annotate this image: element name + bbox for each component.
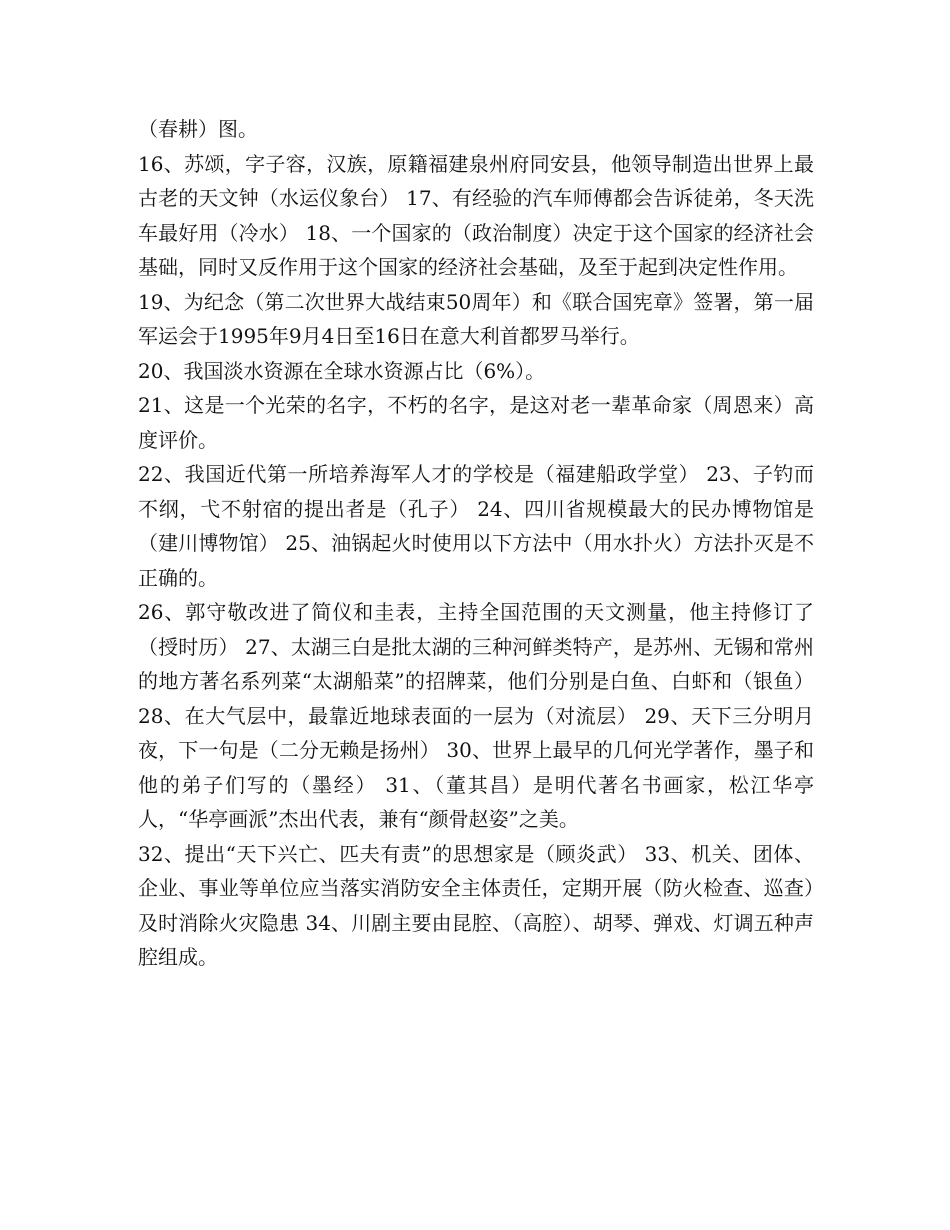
paragraph-questions-16-18: 16、苏颂，字子容，汉族，原籍福建泉州府同安县，他领导制造出世界上最古老的天文钟（水运仪象台） 17、有经验的汽车师傅都会告诉徒弟，冬天洗车最好用（冷水） 18、一个国家的（政治制度）决定于这个国家的经济社会基础，同时又反作用于这个国家的经济社会基础，及至于起到决定性作用。: [138, 151, 814, 279]
paragraph-question-21: 21、这是一个光荣的名字，不朽的名字，是这对老一辈革命家（周恩来）高度评价。: [138, 393, 814, 452]
paragraph-question-19: 19、为纪念（第二次世界大战结束50周年）和《联合国宪章》签署，第一届军运会于1995年9月4日至16日在意大利首都罗马举行。: [138, 289, 814, 348]
paragraph-questions-22-25: 22、我国近代第一所培养海军人才的学校是（福建船政学堂） 23、子钓而不纲，弋不射宿的提出者是（孔子） 24、四川省规模最大的民办博物馆是（建川博物馆） 25、油锅起火时使用以下方法中（用水扑火）方法扑灭是不正确的。: [138, 462, 814, 590]
paragraph-continuation: （春耕）图。: [138, 117, 258, 141]
document-body: [138, 112, 814, 975]
paragraph-question-20: 20、我国淡水资源在全球水资源占比（6%）。: [138, 358, 546, 383]
paragraph-questions-32-34: 32、提出“天下兴亡、匹夫有责”的思想家是（顾炎武） 33、机关、团体、企业、事业等单位应当落实消防安全主体责任，定期开展（防火检查、巡查）及时消除火灾隐患 34、川剧主要由昆腔、（高腔）、胡琴、弹戏、灯调五种声腔组成。: [138, 841, 814, 969]
paragraph-questions-26-31: 26、郭守敬改进了简仪和圭表，主持全国范围的天文测量，他主持修订了（授时历） 27、太湖三白是批太湖的三种河鲜类特产，是苏州、无锡和常州的地方著名系列菜“太湖船菜”的招牌菜，他们分别是白鱼、白虾和（银鱼） 28、在大气层中，最靠近地球表面的一层为（对流层） 29、天下三分明月夜，下一句是（二分无赖是扬州） 30、世界上最早的几何光学著作，墨子和他的弟子们写的（墨经） 31、（董其昌）是明代著名书画家，松江华亭人，“华亭画派”杰出代表，兼有“颜骨赵姿”之美。: [138, 600, 814, 831]
